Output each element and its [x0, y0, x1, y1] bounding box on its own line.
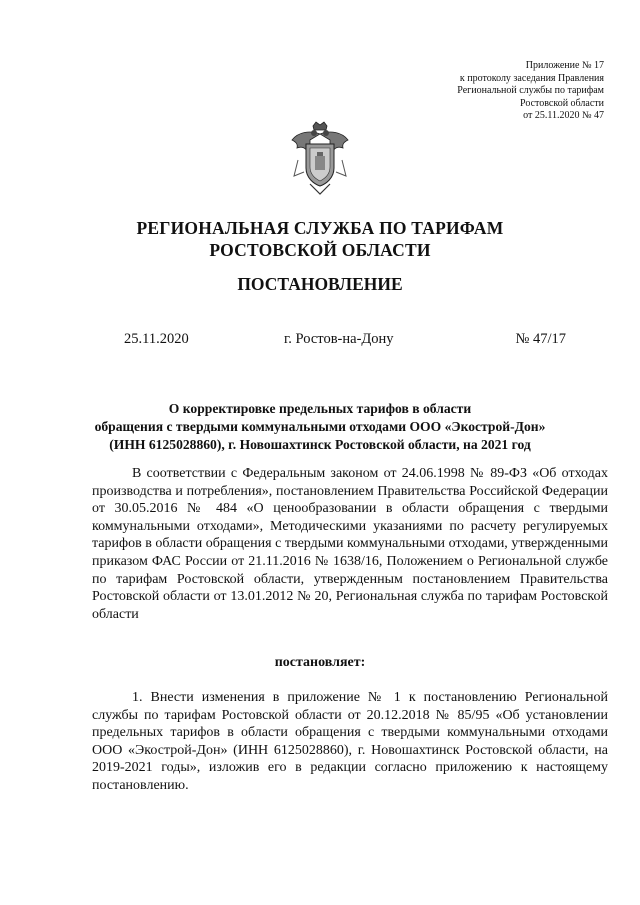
- organization-line-2: РОСТОВСКОЙ ОБЛАСТИ: [209, 240, 431, 260]
- subject-line-3: (ИНН 6125028860), г. Новошахтинск Ростовской области, на 2021 год: [109, 437, 531, 452]
- document-subject: [70, 400, 570, 454]
- appendix-line-5: от 25.11.2020 № 47: [523, 110, 604, 121]
- document-date: 25.11.2020: [124, 331, 189, 347]
- preamble-paragraph: В соответствии с Федеральным законом от 24.06.1998 № 89-ФЗ «Об отходах производства и потребления», постановлением Правительства Российской Федерации от 30.05.2016 № 484 «О ценообразовании в области обращения с твердыми коммунальными отходами», Методическими указаниями по расчету регулируемых тарифов в области обращения с твердыми коммунальными отходами, утвержденными приказом ФАС России от 21.11.2016 № 1638/16, Положением о Региональной службе по тарифам Ростовской области, утвержденным постановлением Правительства Ростовской области от 13.01.2012 № 20, Региональная служба по тарифам Ростовской области: [92, 466, 608, 622]
- decree-word: постановляет:: [274, 655, 366, 670]
- appendix-line-3: Региональной службы по тарифам: [457, 85, 604, 96]
- organization-line-1: РЕГИОНАЛЬНАЯ СЛУЖБА ПО ТАРИФАМ: [136, 218, 504, 238]
- organization-name: [0, 217, 640, 261]
- subject-line-2: обращения с твердыми коммунальными отходами ООО «Экострой-Дон»: [94, 419, 546, 434]
- appendix-note: [374, 60, 604, 123]
- appendix-line-1: Приложение № 17: [525, 60, 604, 71]
- document-city: г. Ростов-на-Дону: [284, 331, 394, 347]
- document-type-heading: ПОСТАНОВЛЕНИЕ: [237, 274, 403, 294]
- document-number: № 47/17: [515, 331, 566, 347]
- appendix-line-2: к протоколу заседания Правления: [459, 72, 604, 84]
- coat-of-arms-icon: [288, 120, 352, 198]
- subject-line-1: О корректировке предельных тарифов в области: [168, 401, 472, 416]
- clause-1-paragraph: 1. Внести изменения в приложение № 1 к постановлению Региональной службы по тарифам Ростовской области от 20.12.2018 № 85/95 «Об установлении предельных тарифов в области обращения с твердыми коммунальными отходами ООО «Экострой-Дон» (ИНН 6125028860), г. Новошахтинск Ростовской области, на 2019-2021 годы», изложив его в редакции согласно приложению к настоящему постановлению.: [92, 690, 608, 793]
- appendix-line-4: Ростовской области: [520, 97, 604, 109]
